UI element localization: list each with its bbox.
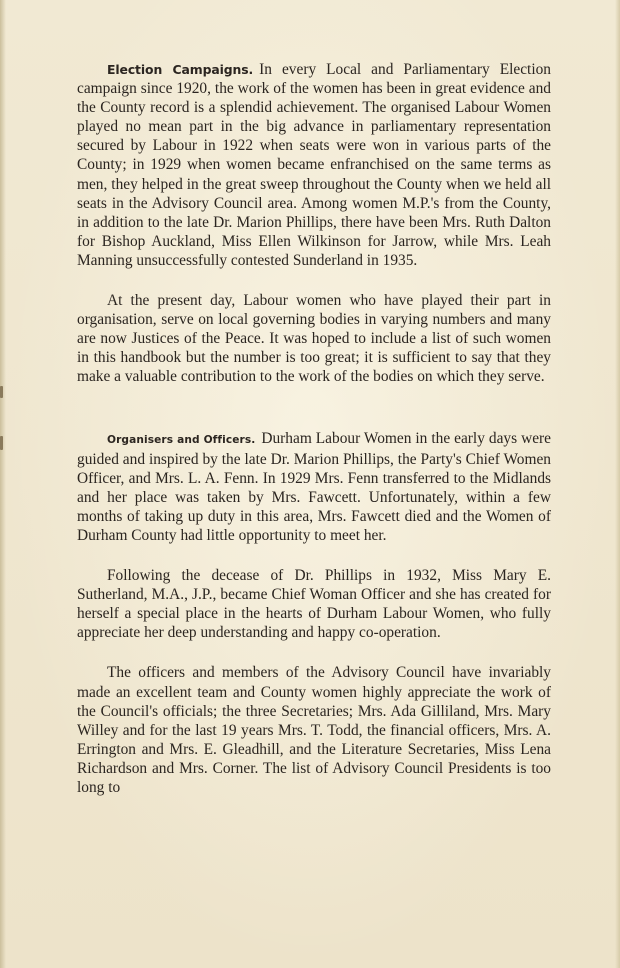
section-election-campaigns [77,60,551,387]
paragraph [77,429,551,546]
paragraph-text: Durham Labour Women in the early days were guided and inspired by the late Dr. Marion Phillips, the Party's Chief Women Officer, and Mrs. L. A. Fenn. In 1929 Mrs. Fenn transferred to the Midlands and her place was taken by Mrs. Fawcett. Unfortunately, within a few months of taking up duty in this area, Mrs. Fawcett died and the Women of Durham County had little opportunity to meet her. [77,429,551,544]
section-organisers-and-officers [77,429,551,798]
paragraph-text: In every Local and Parliamentary Election campaign since 1920, the work of the women has been in great evidence and the County record is a splendid achievement. The organised Labour Women played no mean part in the big advance in parliamentary representation secured by Labour in 1922 when seats were won in various parts of the County; in 1929 when women became enfranchised on the same terms as men, they helped in the great sweep throughout the County when we held all seats in the Advisory Council area. Among women M.P.'s from the County, in addition to the late Dr. Marion Phillips, there have been Mrs. Ruth Dalton for Bishop Auckland, Miss Ellen Wilkinson for Jarrow, while Mrs. Leah Manning unsuccessfully contested Sunderland in 1935. [77,61,551,269]
section-heading: Organisers and Officers. [107,433,256,446]
margin-mark [0,436,3,450]
paragraph: At the present day, Labour women who have played their part in organisation, serve on local governing bodies in varying numbers and many are now Justices of the Peace. It was hoped to include a list of such women in this handbook but the number is too great; it is sufficient to say that they make a valuable contribution to the work of the bodies on which they serve. [77,292,551,386]
document-body [77,60,551,797]
paragraph: Following the decease of Dr. Phillips in 1932, Miss Mary E. Sutherland, M.A., J.P., became Chief Woman Officer and she has created for herself a special place in the hearts of Durham Labour Women, who fully appreciate her deep understanding and happy co-operation. [77,567,551,642]
page-edge-left [0,0,6,968]
paragraph: The officers and members of the Advisory Council have invariably made an excellent team and County women highly appreciate the work of the Council's officials; the three Secretaries; Mrs. Ada Gilliland, Mrs. Mary Willey and for the last 19 years Mrs. T. Todd, the financial officers, Mrs. A. Errington and Mrs. E. Gleadhill, and the Literature Secretaries, Miss Lena Richardson and Mrs. Corner. The list of Advisory Council Presidents is too long to [77,664,551,796]
paragraph [77,60,551,270]
margin-mark [0,386,3,398]
page-edge-right [615,0,620,968]
section-heading: Election Campaigns. [107,62,254,77]
